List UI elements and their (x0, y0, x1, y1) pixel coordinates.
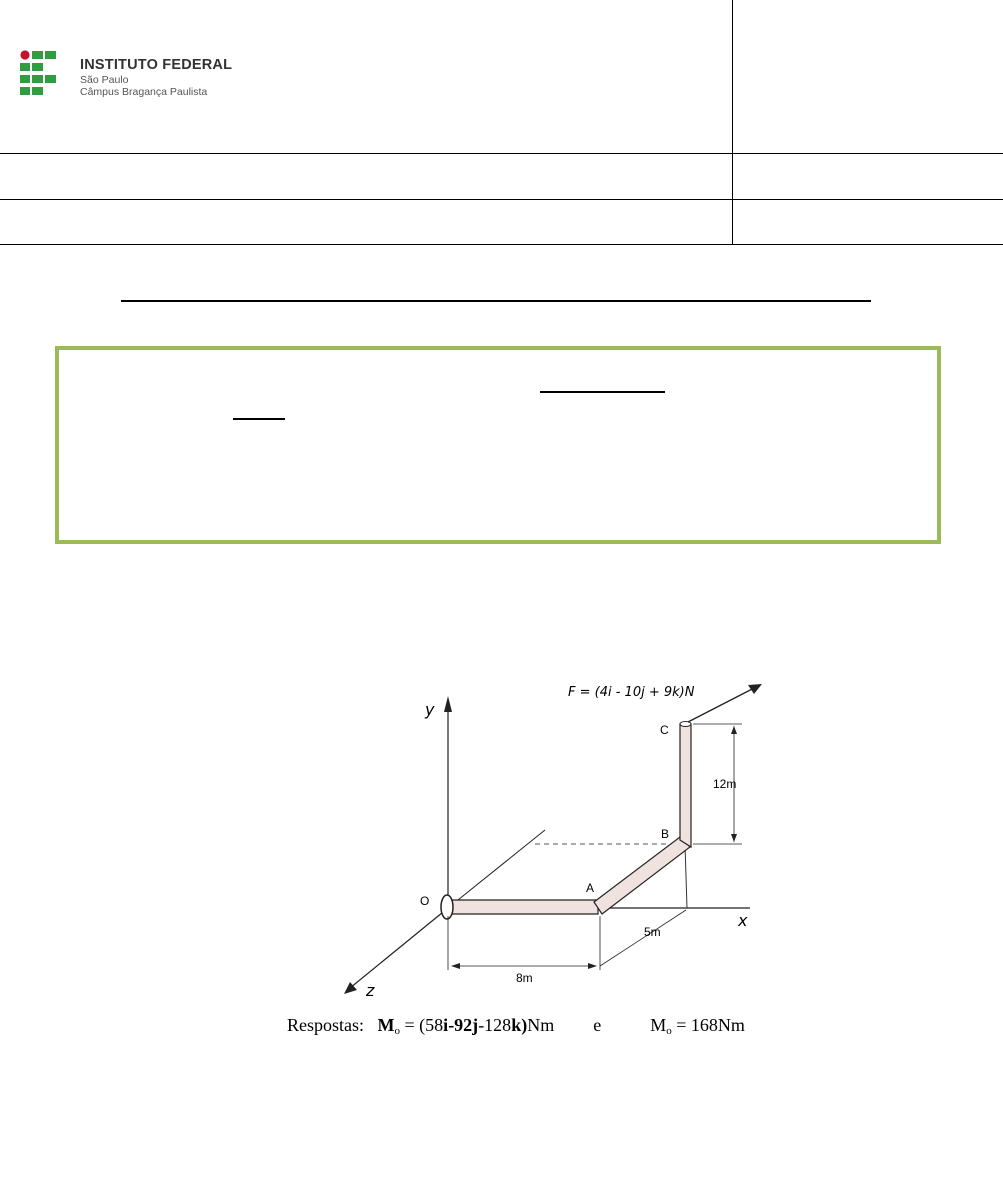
header-row-line-2 (0, 199, 1003, 200)
moment-unit-k: k (511, 1015, 522, 1035)
moment-vector-sub: o (394, 1025, 401, 1037)
support-icon (441, 895, 453, 919)
moment-vector-open: = (58 (400, 1015, 444, 1035)
moment-j-part: -92j (448, 1015, 479, 1035)
instruction-underline-2 (233, 418, 285, 420)
instruction-underline-1 (540, 391, 665, 393)
answer-conjunction: e (593, 1015, 602, 1035)
dim-oa-label: 8m (516, 971, 533, 985)
moment-unit-i: i (443, 1015, 449, 1035)
dim-ab-label: 5m (644, 925, 661, 939)
institution-state: São Paulo (80, 73, 129, 86)
moment-magnitude-symbol: M (650, 1015, 667, 1035)
axis-x-label: x (738, 911, 748, 930)
dim-bc-label: 12m (713, 777, 737, 791)
axis-z-label: z (366, 981, 375, 1000)
point-b-label: B (661, 827, 670, 841)
moment-unit: Nm (527, 1015, 555, 1035)
institution-logo-icon (20, 50, 70, 98)
moment-vector-close: ) (521, 1015, 528, 1035)
instruction-box (55, 346, 941, 544)
institution-logo-text (80, 57, 232, 98)
moment-k-value: -128 (478, 1015, 512, 1035)
title-underline (121, 300, 871, 302)
bent-rod-diagram (330, 670, 770, 1045)
point-c-label: C (660, 723, 669, 737)
force-label: F = (4i - 10j + 9k)N (568, 685, 695, 700)
point-o-label: O (420, 894, 430, 908)
institution-name: INSTITUTO FEDERAL (80, 57, 233, 73)
force-arrow-icon (748, 684, 762, 694)
moment-vector-symbol: M (377, 1015, 395, 1035)
institution-campus: Câmpus Bragança Paulista (80, 85, 208, 98)
moment-magnitude-sub: o (666, 1025, 672, 1037)
answer-label: Respostas: (287, 1015, 365, 1035)
header-row-line-1 (0, 153, 1003, 154)
answer-line (287, 1015, 745, 1037)
axis-y-label: y (425, 700, 435, 719)
header-row-line-3 (0, 244, 1003, 245)
header-divider-vertical (732, 0, 733, 245)
moment-magnitude-value: = 168Nm (671, 1015, 745, 1035)
point-a-label: A (586, 881, 595, 895)
y-axis-arrow-icon (444, 696, 452, 712)
